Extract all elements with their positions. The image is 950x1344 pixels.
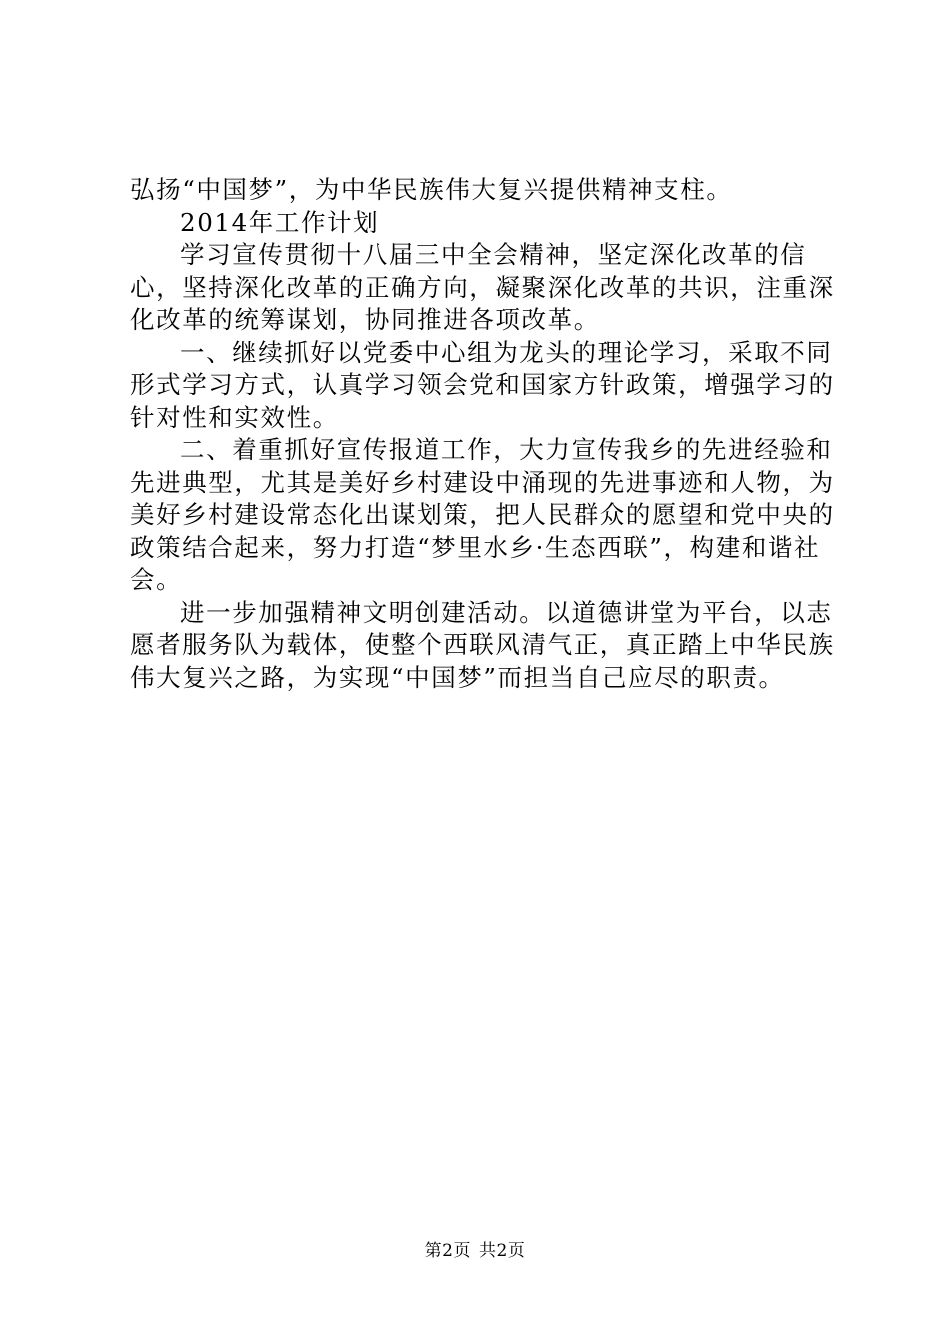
document-body [130,174,840,694]
paragraph-item-1: 一、继续抓好以党委中心组为龙头的理论学习，采取不同形式学习方式，认真学习领会党和国家方针政策，增强学习的针对性和实效性。 [130,337,835,432]
section-heading-work-plan: 2014年工作计划 [180,207,380,237]
paragraph-continuation: 弘扬“中国梦”，为中华民族伟大复兴提供精神支柱。 [130,175,733,204]
page-total: 共2页 [479,1241,526,1261]
paragraph-item-2: 二、着重抓好宣传报道工作，大力宣传我乡的先进经验和先进典型，尤其是美好乡村建设中涌现的先进事迹和人物，为美好乡村建设常态化出谋划策，把人民群众的愿望和党中央的政策结合起来，努力打造“梦里水乡·生态西联”，构建和谐社会。 [130,435,835,594]
page-number: 第2页 [424,1241,471,1261]
paragraph-item-3: 进一步加强精神文明创建活动。以道德讲堂为平台，以志愿者服务队为载体，使整个西联风清气正，真正踏上中华民族伟大复兴之路，为实现“中国梦”而担当自己应尽的职责。 [130,597,835,692]
paragraph-intro: 学习宣传贯彻十八届三中全会精神，坚定深化改革的信心，坚持深化改革的正确方向，凝聚深化改革的共识，注重深化改革的统筹谋划，协同推进各项改革。 [130,240,835,334]
page-footer [0,1240,950,1262]
